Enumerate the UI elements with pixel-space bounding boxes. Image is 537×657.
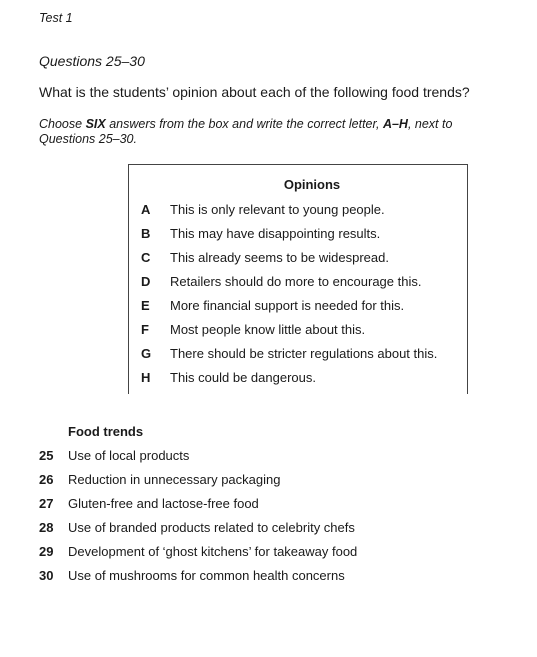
food-trend-item [39, 568, 345, 583]
opinion-item [141, 274, 421, 289]
opinion-letter: C [141, 250, 151, 265]
opinions-title: Opinions [283, 177, 341, 192]
food-trend-text: Gluten-free and lactose-free food [68, 496, 259, 511]
instruction-bold-range: A–H [382, 117, 408, 131]
instruction [39, 117, 509, 147]
food-trend-item [39, 496, 259, 511]
opinion-text: More financial support is needed for this. [170, 298, 405, 313]
opinion-text: This may have disappointing results. [170, 226, 381, 241]
instruction-text-1: Choose [39, 117, 86, 131]
food-trend-text: Reduction in unnecessary packaging [68, 472, 281, 487]
opinion-text: This could be dangerous. [170, 370, 316, 385]
opinion-text: Most people know little about this. [170, 322, 366, 337]
question-number: 30 [39, 568, 54, 583]
opinion-letter: D [141, 274, 151, 289]
instruction-bold-six: SIX [85, 117, 106, 131]
opinion-item [141, 322, 365, 337]
opinion-letter: A [141, 202, 151, 217]
food-trend-text: Use of local products [68, 448, 190, 463]
food-trend-item [39, 520, 355, 535]
opinion-letter: G [141, 346, 152, 361]
question-prompt: What is the students’ opinion about each of the following food trends? [39, 84, 470, 100]
question-number: 28 [39, 520, 54, 535]
opinion-text: Retailers should do more to encourage this. [170, 274, 422, 289]
food-trend-text: Use of branded products related to celebrity chefs [68, 520, 355, 535]
question-number: 25 [39, 448, 54, 463]
opinion-item [141, 346, 437, 361]
opinion-letter: F [141, 322, 149, 337]
opinion-letter: B [141, 226, 151, 241]
food-trend-text: Development of ‘ghost kitchens’ for takeaway food [68, 544, 358, 559]
instruction-text-3: , next to Questions 25–30. [39, 117, 453, 146]
food-trend-item [39, 448, 189, 463]
section-title: Questions 25–30 [39, 53, 145, 69]
opinions-box [128, 164, 468, 394]
food-trends-heading: Food trends [68, 424, 144, 439]
question-number: 29 [39, 544, 54, 559]
question-number: 27 [39, 496, 54, 511]
opinion-text: This already seems to be widespread. [170, 250, 389, 265]
opinion-letter: E [141, 298, 150, 313]
food-trend-text: Use of mushrooms for common health concerns [68, 568, 345, 583]
opinion-item [141, 226, 380, 241]
instruction-text-2: answers from the box and write the correct letter, [105, 117, 383, 131]
food-trend-item [39, 544, 357, 559]
opinion-item [141, 202, 385, 217]
page-header: Test 1 [39, 11, 73, 25]
opinion-item [141, 250, 389, 265]
food-trend-item [39, 472, 280, 487]
opinion-item [141, 370, 316, 385]
opinion-letter: H [141, 370, 151, 385]
question-number: 26 [39, 472, 54, 487]
opinion-item [141, 298, 404, 313]
opinion-text: There should be stricter regulations about this. [170, 346, 438, 361]
opinion-text: This is only relevant to young people. [170, 202, 385, 217]
